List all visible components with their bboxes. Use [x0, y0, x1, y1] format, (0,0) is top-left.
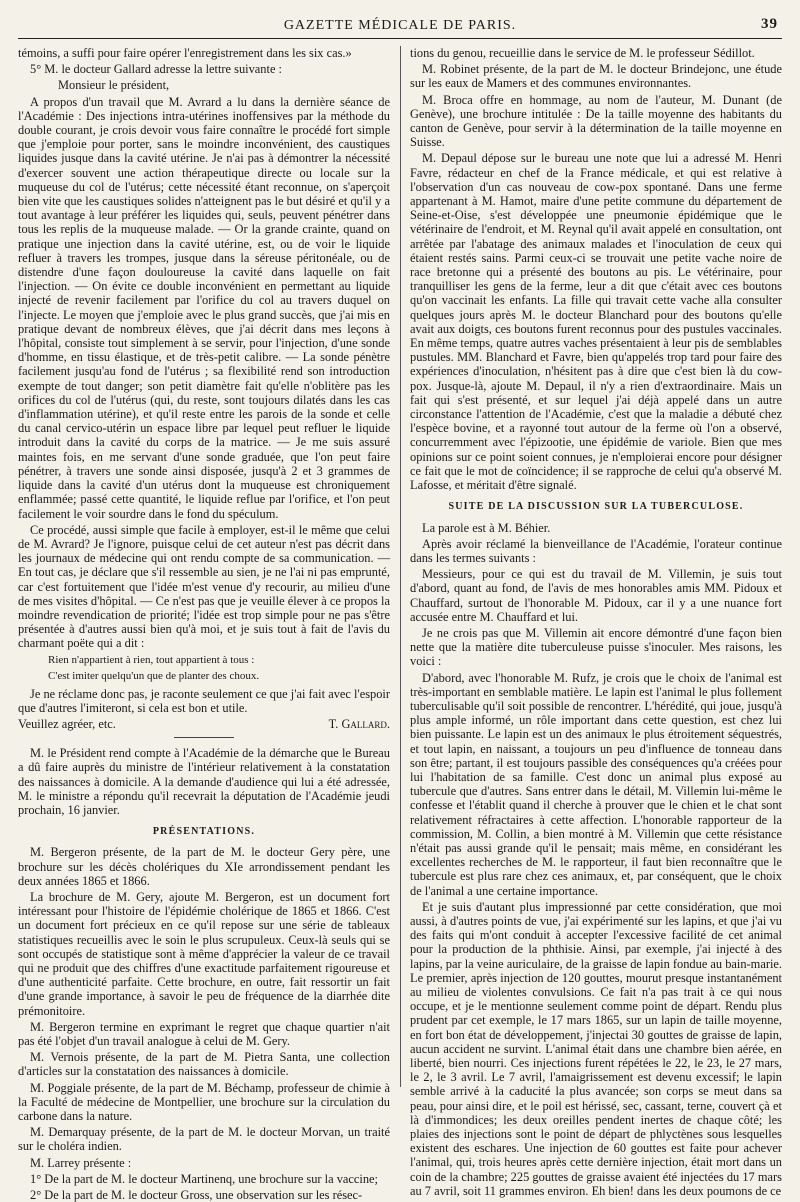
paragraph: M. Broca offre en hommage, au nom de l'auteur, M. Dunant (de Genève), une brochure intitulée : De la taille moyenne des habitants du canton de Genève, pour servir à la détermination de la taille moyenne en Suisse.	[410, 92, 782, 150]
paragraph: M. Poggiale présente, de la part de M. Béchamp, professeur de chimie à la Faculté de médecine de Montpellier, une brochure sur la circulation du carbone dans la nature.	[18, 1080, 390, 1124]
paragraph: M. Depaul dépose sur le bureau une note que lui a adressé M. Henri Favre, rédacteur en chef de la France médicale, et qui est relative à l'observation d'un cas nouveau de cow-pox spontané. Dans une ferme appartenant à M. Hamot, maire d'une petite commune du département de Seine-et-Oise, s'est développée une pneumonie épidémique que le vétérinaire de l'endroit, et M. Reynal qu'il avait appelé en consultation, ont arrêtée par l'abatage des animaux malades et l'inoculation de ceux qui étaient restés sains. Parmi ceux-ci se trouvait une petite vache noire de race bretonne qui a présenté des boutons au pis. Le vétérinaire, pour tranquilliser les gens de la ferme, leur a dit que c'était avec ces boutons qu'on vaccinait les enfants. La fille qui travait cette vache alla consulter quelques jours après M. le docteur Blanchard pour des boutons qu'elle avait aux doigts, ces boutons furent reconnus pour des pustules vaccinales. En même temps, quatre autres vaches présentaient à leur pis de semblables pustules. MM. Blanchard et Favre, bien qu'appelés trop tard pour faire des expériences d'inoculation, n'hésitent pas à dire que c'est bien là du cow-pox. Jusque-là, ajoute M. Depaul, il n'y a rien d'extraordinaire. Mais un fait qui s'est présenté, et sur lequel j'ai déjà appelé dans un autre circonstance l'attention de l'Académie, c'est que la maladie a débuté chez l'espèce bovine, et a rayonné tout autour de la ferme où l'on a observé, concurremment avec l'épizootie, une épidémie de variole. Bien que mes opinions sur ce point soient connues, je n'emploierai encore pour désigner ce fait que le mot de coïncidence; il se rapproche de celui qu'a observé M. Lafosse, et méritait d'être signalé.	[410, 151, 782, 493]
verse-line: C'est imiter quelqu'un que de planter des choux.	[48, 670, 260, 683]
paragraph: La parole est à M. Béhier.	[422, 520, 551, 535]
page-header	[18, 14, 782, 39]
closing: Veuillez agréer, etc.	[18, 716, 116, 731]
paragraph: A propos d'un travail que M. Avrard a lu dans la dernière séance de l'Académie : Des injections intra-utérines inoffensives par la méthode du double courant, je crois devoir vous faire connaître le procédé fort simple que j'emploie pour porter, sans le moindre inconvénient, des caustiques liquides jusque dans la cavité utérine. Je n'ai pas à démontrer la nécessité d'exercer souvent une action thérapeutique directe ou locale sur la muqueuse du col de l'utérus; cette nécessité étant reconnue, on s'aperçoit bien vite que les caustiques solides n'atteignent pas le but désiré et qu'il y a tout avantage à leur préférer les liquides qui, seuls, peuvent pénétrer dans tous les replis de la muqueuse malade. — Or la grande crainte, quand on pratique une injection dans la cavité utérine, est, ou de voir le liquide refluer à travers les trompes, jusque dans la séreuse péritonéale, ou de distendre d'une façon douloureuse la cavité dans laquelle on fait l'injection. — On évite ce double inconvénient en permettant au liquide injecté de revenir facilement par l'orifice du col au travers duquel on l'injecte. Le moyen que j'emploie avec le plus grand succès, que j'ai mis en pratique devant de nombreux élèves, que j'ai décrit dans mes leçons à l'hôpital, consiste tout simplement à se servir, pour l'injection, d'une sonde d'homme, en tissu élastique, et de très-petit calibre. — La sonde pénètre facilement jusqu'au fond de l'utérus ; sa flexibilité rend son introduction exempte de tout danger; son petit diamètre fait qu'elle n'oblitère pas les orifices du col de l'utérus (qui, du reste, sont toujours dilatés dans les cas d'inflammation utérine), et qu'il reste entre les parois de la sonde et celle du canal cervico-utérin un espace libre par lequel peut refluer le liquide introduit dans la cavité du corps de la matrice. — Je me suis assuré maintes fois, en me servant d'une sonde graduée, que l'on peut faire pénétrer, à travers une sonde ainsi disposée, jusqu'à 2 et 3 grammes de liquide dans la cavité d'un utérus dont la muqueuse est chroniquement enflammée; passé cette quantité, le liquide reflue par l'orifice, et l'on peut facilement le voir sourdre dans le fond du spéculum.	[18, 94, 390, 521]
verse-line: Rien n'appartient à rien, tout appartient à tous :	[48, 653, 255, 666]
paragraph: Et je suis d'autant plus impressionné par cette considération, que moi aussi, à d'autres points de vue, j'ai expérimenté sur les lapins, et que j'ai vu des faits qui m'ont conduit à accepter l'excessive facilité de cet animal pour la production de la phthisie. Ainsi, par exemple, j'ai injecté à des lapins, par la veine auriculaire, de la graisse de lapin fondue au bain-marie. Le premier, après injection de 120 gouttes, mourut presque instantanément au milieu de violentes convulsions. Ce fait n'a pas trait à ce qui nous occupe, et je le mentionne seulement comme point de départ. Rendu plus prudent par cet exemple, le 17 mars 1865, sur un lapin de taille moyenne, en fort bon état de développement, j'injectai 30 gouttes de graisse de lapin, aucun accident ne survint. L'animal était dans une chambre bien aérée, en liberté, bien nourri. Ces injections furent répétées le 22, le 23, le 27 mars, le 2, le 3 avril. Le 7 avril, l'amaigrissement est devenu excessif; le lapin semble arrivé à la caducité la plus avancée; son corps se meut dans sa peau, pour ainsi dire, et le poil est hérissé, sec, cassant, terne, couvert çà et là d'immondices; les deux oreilles pendent inertes de chaque côté; les plaies des injections sont le point de départ de phlyctènes sous lesquelles existent des eschares. Une injection de 60 gouttes est faite pour achever l'animal, qui, trois heures après cette dernière injection, était mort dans un coin de la chambre; 225 gouttes de graisse avaient été injectées du 17 mars au 7 avril, soit 11 grammes environ. Eh bien! dans les deux poumons de ce	[410, 899, 782, 1198]
signatory: T. Gallard.	[328, 716, 390, 731]
left-column	[18, 46, 390, 1202]
paragraph: D'abord, avec l'honorable M. Rufz, je crois que le choix de l'animal est très-important en semblable matière. Le lapin est l'animal le plus follement tuberculisable qu'il soit possible de rencontrer. L'hérédité, qui joue, jusqu'à plus ample informé, un rôle important dans cette question, est chez lui bien puissante. Le lapin est un des animaux le plus étroitement séquestrés, et tout lapin, en naissant, a toujours un peu d'influence de tonneau dans son être; partant, il est toujours passible des conséquences qu'a créées pour lui l'habitation de sa famille. C'est donc un animal plus exposé au tubercule que d'autres. Sans entrer dans le détail, M. Villemin lui-même le confesse et l'établit quand il cherche à prouver que le chien et le chat sont relativement réfractaires à cette affection. L'honorable rapporteur de la commission, M. Collin, a bien montré à M. Villemin que cette résistance n'était pas aussi grande qu'il le pensait; mais même, en considérant les excellentes recherches de M. le rapporteur, il faut bien reconnaître que le tubercule est plus rare chez ces animaux, et, par conséquent, que le choix de l'animal a une certaine importance.	[410, 670, 782, 898]
paragraph: La brochure de M. Gery, ajoute M. Bergeron, est un document fort intéressant pour l'histoire de l'épidémie cholérique de 1865 et 1866. C'est un document fort précieux en ce qu'il repose sur une série de tableaux statistiques recueillis avec le soin le plus scrupuleux. Ceux-là seuls qui se sont occupés de statistique sont à même d'apprécier la valeur de ce travail qui ne produit que des chiffres d'une exactitude parfaitement rigoureuse et d'une authenticité parfaite. Cette brochure, en outre, fait ressortir un fait d'une grande importance, à savoir le peu de fréquence de la diarrhée dite prémonitoire.	[18, 889, 390, 1018]
paragraph: Je ne crois pas que M. Villemin ait encore démontré d'une façon bien nette que la matière dite tuberculeuse puisse s'inoculer. Mes raisons, les voici :	[410, 625, 782, 669]
paragraph: M. Larrey présente :	[30, 1155, 132, 1170]
paragraph: M. Bergeron présente, de la part de M. le docteur Gery père, une brochure sur les décès cholériques du XIe arrondissement pendant les deux années 1865 et 1866.	[18, 845, 390, 888]
section-heading: SUITE DE LA DISCUSSION SUR LA TUBERCULOSE.	[448, 501, 744, 513]
paragraph: tions du genou, recueillie dans le service de M. le professeur Sédillot.	[410, 46, 755, 60]
divider	[174, 737, 234, 738]
paragraph: 1° De la part de M. le docteur Martinenq, une brochure sur la vaccine;	[30, 1171, 378, 1186]
column-rule	[400, 46, 401, 1087]
right-column	[410, 46, 782, 1198]
letter-signature	[18, 717, 390, 731]
publication-title: GAZETTE MÉDICALE DE PARIS.	[283, 18, 517, 33]
paragraph: Ce procédé, aussi simple que facile à employer, est-il le même que celui de M. Avrard? Je l'ignore, puisque celui de cet auteur n'est pas décrit dans les journaux de médecine qui ont rendu compte de sa communication. — En tout cas, je déclare que s'il ressemble au sien, je ne l'ai ni pas emprunté, car c'est fortuitement que l'idée m'est venue d'y recourir, au milieu d'une de mes visites d'hôpital. — Ce n'est pas que je veuille élever à ce propos la moindre revendication de priorité; l'idée est trop simple pour ne pas s'être présentée à d'autres aussi bien qu'à moi, et je suis tout à fait de l'avis du charmant poëte qui a dit :	[18, 522, 390, 651]
paragraph: Messieurs, pour ce qui est du travail de M. Villemin, je suis tout d'abord, quant au fond, de l'avis de mes honorables amis MM. Pidoux et Chauffard, surtout de l'honorable M. Pidoux, car il y a une nuance fort accusée entre M. Chauffard et lui.	[410, 567, 782, 624]
page-number: 39	[761, 16, 778, 32]
paragraph: M. le Président rend compte à l'Académie de la démarche que le Bureau a dû faire auprès du ministre de l'intérieur relativement à la constatation des naissances à domicile. A la demande d'audience qui lui a été adressée, M. le ministre a répondu qu'il recevrait la députation de l'Académie jeudi prochain, 16 janvier.	[18, 746, 390, 817]
paragraph: M. Vernois présente, de la part de M. Pietra Santa, une collection d'articles sur la constatation des naissances à domicile.	[18, 1050, 390, 1079]
salutation: Monsieur le président,	[58, 78, 170, 93]
paragraph: Je ne réclame donc pas, je raconte seulement ce que j'ai fait avec l'espoir que d'autres l'imiteront, si cela est bon et utile.	[18, 686, 390, 715]
paragraph: Après avoir réclamé la bienveillance de l'Académie, l'orateur continue dans les termes suivants :	[410, 536, 782, 565]
paragraph: 2° De la part de M. le docteur Gross, une observation sur les résec-	[30, 1188, 363, 1202]
paragraph: 5° M. le docteur Gallard adresse la lettre suivante :	[30, 62, 282, 77]
paragraph: M. Demarquay présente, de la part de M. le docteur Morvan, un traité sur le choléra indien.	[18, 1125, 390, 1154]
section-heading: PRÉSENTATIONS.	[152, 826, 256, 838]
paragraph: M. Bergeron termine en exprimant le regret que chaque quartier n'ait pas été l'objet d'un travail analogue à celui de M. Gery.	[18, 1019, 390, 1048]
paragraph: M. Robinet présente, de la part de M. le docteur Brindejonc, une étude sur les eaux de Mamers et des communes environnantes.	[410, 62, 782, 91]
paragraph: témoins, a suffi pour faire opérer l'enregistrement dans les six cas.»	[18, 46, 352, 60]
